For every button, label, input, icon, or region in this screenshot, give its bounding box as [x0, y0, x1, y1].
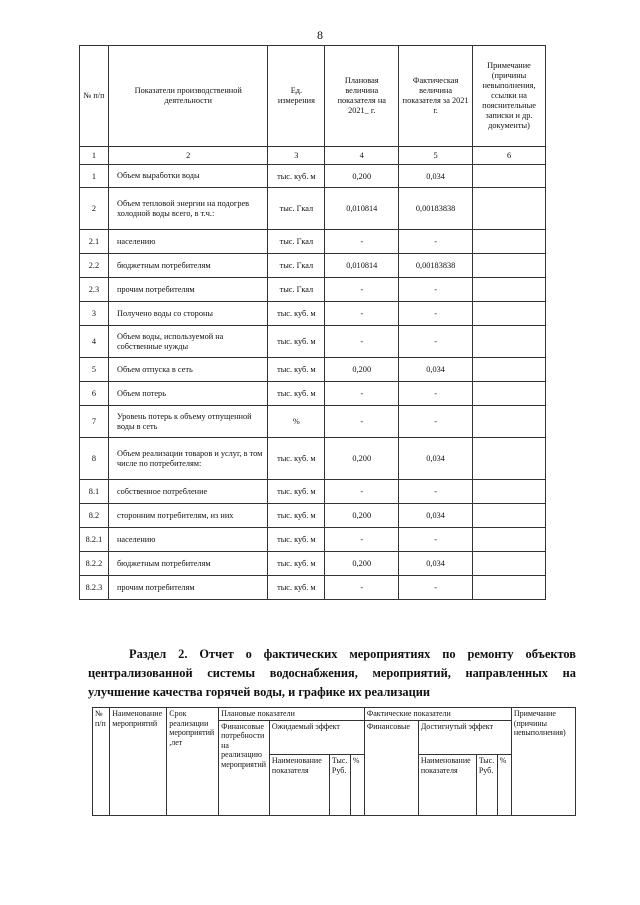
- t2-header-achieved-effect: Достигнутый эффект: [418, 720, 511, 754]
- row-unit: %: [268, 406, 325, 438]
- row-unit: тыс. куб. м: [268, 576, 325, 600]
- row-indicator-name: сторонним потребителям, из них: [108, 504, 267, 528]
- row-plan-value: 0,010814: [325, 188, 399, 230]
- table-row: [80, 576, 546, 600]
- row-note: [473, 278, 546, 302]
- row-indicator-name: прочим потребителям: [108, 278, 267, 302]
- row-fact-value: -: [399, 576, 473, 600]
- row-indicator-name: Объем отпуска в сеть: [108, 358, 267, 382]
- row-plan-value: -: [325, 528, 399, 552]
- row-note: [473, 528, 546, 552]
- row-unit: тыс. куб. м: [268, 165, 325, 188]
- index-cell: 4: [325, 147, 399, 165]
- row-plan-value: 0,200: [325, 504, 399, 528]
- section2-title: Раздел 2. Отчет о фактических мероприятиях по ремонту объектов централизованной системы водоснабжения, мероприятий, направленных на улучшение качества горячей воды, и графике их реализации: [88, 647, 576, 699]
- row-plan-value: -: [325, 576, 399, 600]
- row-number: 1: [80, 165, 109, 188]
- row-plan-value: 0,200: [325, 552, 399, 576]
- row-unit: тыс. Гкал: [268, 254, 325, 278]
- row-unit: тыс. куб. м: [268, 528, 325, 552]
- table-row: [80, 230, 546, 254]
- row-plan-value: -: [325, 230, 399, 254]
- row-number: 2.1: [80, 230, 109, 254]
- row-number: 8.2: [80, 504, 109, 528]
- table-row: [80, 302, 546, 326]
- t2-header-plan: Плановые показатели: [219, 708, 365, 721]
- row-fact-value: 0,034: [399, 165, 473, 188]
- row-unit: тыс. куб. м: [268, 438, 325, 480]
- table-row: [80, 438, 546, 480]
- row-unit: тыс. куб. м: [268, 358, 325, 382]
- row-indicator-name: населению: [108, 528, 267, 552]
- row-note: [473, 382, 546, 406]
- row-number: 8: [80, 438, 109, 480]
- row-note: [473, 188, 546, 230]
- table-row: [80, 382, 546, 406]
- index-cell: 2: [108, 147, 267, 165]
- t2-header-plan-finance: Финансовые потребности на реализацию мероприятий: [219, 720, 270, 815]
- row-fact-value: 0,00183838: [399, 188, 473, 230]
- t2-header-pct: %: [497, 754, 511, 815]
- row-number: 8.1: [80, 480, 109, 504]
- row-fact-value: -: [399, 406, 473, 438]
- table-row: [80, 358, 546, 382]
- row-fact-value: 0,00183838: [399, 254, 473, 278]
- row-note: [473, 552, 546, 576]
- row-number: 2.3: [80, 278, 109, 302]
- row-note: [473, 165, 546, 188]
- row-plan-value: 0,200: [325, 165, 399, 188]
- index-cell: 6: [473, 147, 546, 165]
- page-number: 8: [317, 28, 323, 42]
- header-num: № п/п: [80, 46, 109, 147]
- header-plan: Плановая величина показателя на 2021_ г.: [325, 46, 399, 147]
- row-number: 7: [80, 406, 109, 438]
- row-number: 4: [80, 326, 109, 358]
- t2-header-thous-rub: Тыс. Руб.: [329, 754, 350, 815]
- row-unit: тыс. куб. м: [268, 480, 325, 504]
- row-note: [473, 230, 546, 254]
- row-indicator-name: Объем тепловой энергии на подогрев холодной воды всего, в т.ч.:: [108, 188, 267, 230]
- t2-header-term: Срок реализации мероприятий ,лет: [167, 708, 219, 816]
- row-unit: тыс. куб. м: [268, 382, 325, 406]
- row-plan-value: 0,200: [325, 438, 399, 480]
- row-plan-value: -: [325, 278, 399, 302]
- row-fact-value: 0,034: [399, 504, 473, 528]
- row-indicator-name: Объем воды, используемой на собственные нужды: [108, 326, 267, 358]
- row-fact-value: -: [399, 480, 473, 504]
- row-note: [473, 504, 546, 528]
- row-plan-value: -: [325, 382, 399, 406]
- row-fact-value: 0,034: [399, 358, 473, 382]
- index-cell: 3: [268, 147, 325, 165]
- row-number: 8.2.1: [80, 528, 109, 552]
- table-row: [80, 254, 546, 278]
- row-note: [473, 358, 546, 382]
- row-indicator-name: бюджетным потребителям: [108, 552, 267, 576]
- table-row: [80, 406, 546, 438]
- table-row: [80, 326, 546, 358]
- row-number: 2: [80, 188, 109, 230]
- t2-header-thous-rub: Тыс. Руб.: [476, 754, 497, 815]
- row-unit: тыс. Гкал: [268, 230, 325, 254]
- row-plan-value: 0,200: [325, 358, 399, 382]
- row-fact-value: -: [399, 230, 473, 254]
- row-number: 8.2.2: [80, 552, 109, 576]
- t2-header-name: Наименование мероприятий: [110, 708, 167, 816]
- header-unit: Ед. измерения: [268, 46, 325, 147]
- row-fact-value: -: [399, 382, 473, 406]
- row-unit: тыс. Гкал: [268, 278, 325, 302]
- t2-header-fact-finance: Финансовые: [364, 720, 418, 815]
- row-indicator-name: бюджетным потребителям: [108, 254, 267, 278]
- row-note: [473, 326, 546, 358]
- row-indicator-name: Получено воды со стороны: [108, 302, 267, 326]
- production-indicators-table: [79, 45, 546, 600]
- t2-header-pct: %: [350, 754, 364, 815]
- row-indicator-name: Уровень потерь к объему отпущенной воды в сеть: [108, 406, 267, 438]
- table-row: [80, 552, 546, 576]
- row-plan-value: -: [325, 480, 399, 504]
- table-row: [80, 188, 546, 230]
- table-row: [80, 528, 546, 552]
- row-number: 3: [80, 302, 109, 326]
- row-plan-value: -: [325, 302, 399, 326]
- table-row: [80, 165, 546, 188]
- row-fact-value: -: [399, 528, 473, 552]
- row-indicator-name: населению: [108, 230, 267, 254]
- header-indicator: Показатели производственной деятельности: [108, 46, 267, 147]
- index-cell: 1: [80, 147, 109, 165]
- header-fact: Фактическая величина показателя за 2021 г.: [399, 46, 473, 147]
- row-indicator-name: Объем выработки воды: [108, 165, 267, 188]
- header-note: Примечание (причины невыполнения, ссылки на пояснительные записки и др. документы): [473, 46, 546, 147]
- row-plan-value: -: [325, 326, 399, 358]
- table-row: [80, 480, 546, 504]
- row-plan-value: -: [325, 406, 399, 438]
- t2-header-expected-effect: Ожидаемый эффект: [269, 720, 364, 754]
- row-indicator-name: прочим потребителям: [108, 576, 267, 600]
- row-number: 8.2.3: [80, 576, 109, 600]
- row-note: [473, 302, 546, 326]
- index-cell: 5: [399, 147, 473, 165]
- t2-header-effect-name: Наименование показателя: [269, 754, 329, 815]
- row-indicator-name: Объем реализации товаров и услуг, в том числе по потребителям:: [108, 438, 267, 480]
- row-plan-value: 0,010814: [325, 254, 399, 278]
- row-indicator-name: собственное потребление: [108, 480, 267, 504]
- row-note: [473, 438, 546, 480]
- row-fact-value: 0,034: [399, 438, 473, 480]
- row-number: 6: [80, 382, 109, 406]
- measures-report-table: [92, 707, 576, 816]
- row-indicator-name: Объем потерь: [108, 382, 267, 406]
- row-unit: тыс. куб. м: [268, 504, 325, 528]
- row-number: 5: [80, 358, 109, 382]
- row-fact-value: -: [399, 278, 473, 302]
- column-index-row: [80, 147, 546, 165]
- row-fact-value: 0,034: [399, 552, 473, 576]
- t2-header-note: Примечание (причины невыполнения): [511, 708, 575, 816]
- row-fact-value: -: [399, 326, 473, 358]
- t2-header-fact: Фактические показатели: [364, 708, 511, 721]
- row-note: [473, 254, 546, 278]
- row-fact-value: -: [399, 302, 473, 326]
- row-note: [473, 406, 546, 438]
- row-number: 2.2: [80, 254, 109, 278]
- t2-header-effect-name: Наименование показателя: [418, 754, 476, 815]
- table-row: [80, 278, 546, 302]
- row-unit: тыс. куб. м: [268, 552, 325, 576]
- t2-header-num: № п/п: [93, 708, 110, 816]
- row-unit: тыс. куб. м: [268, 326, 325, 358]
- row-note: [473, 480, 546, 504]
- row-unit: тыс. Гкал: [268, 188, 325, 230]
- row-unit: тыс. куб. м: [268, 302, 325, 326]
- row-note: [473, 576, 546, 600]
- table-header-row: [80, 46, 546, 147]
- table-row: [80, 504, 546, 528]
